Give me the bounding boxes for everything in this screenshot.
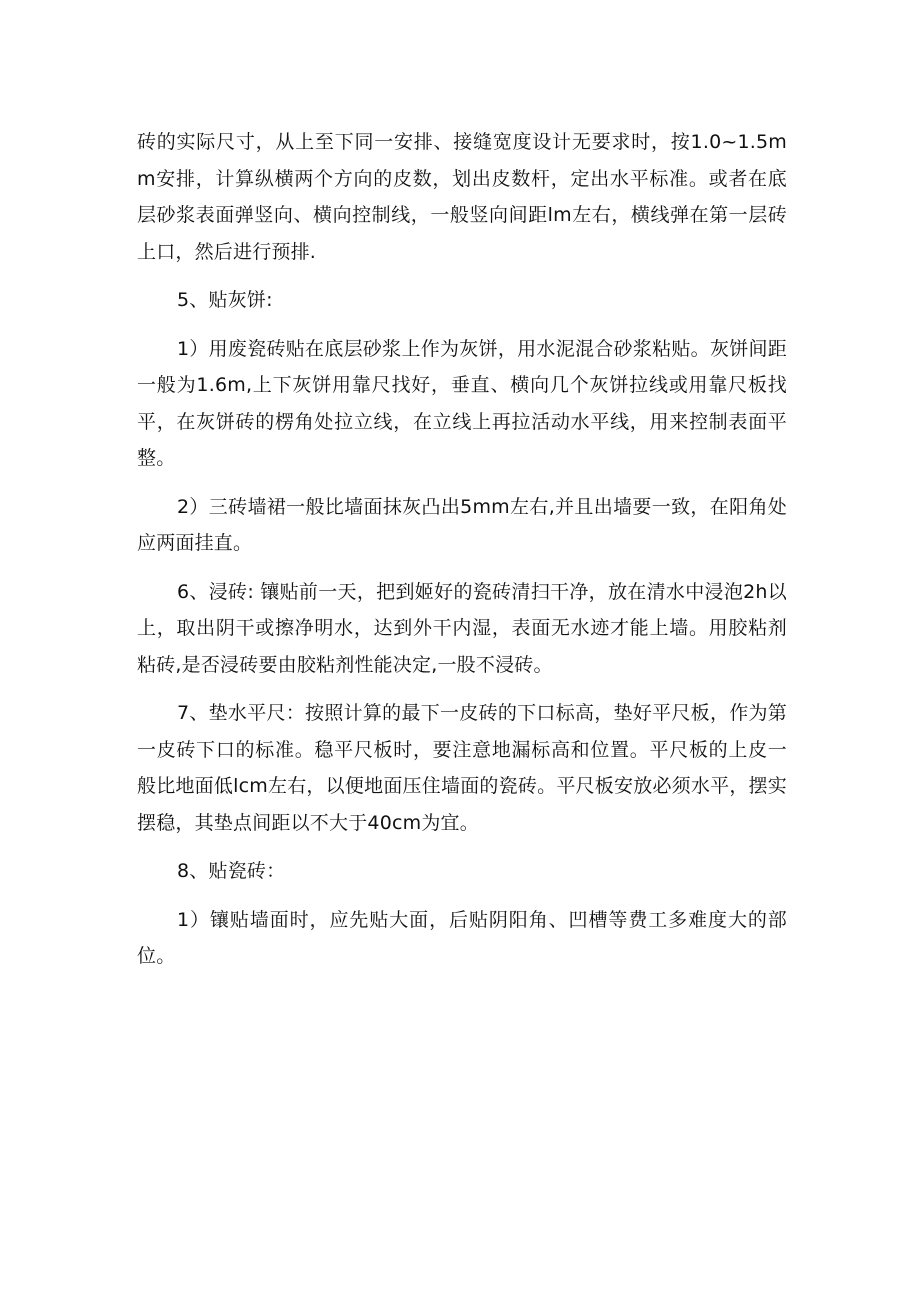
step-7-paragraph: 7、垫水平尺：按照计算的最下一皮砖的下口标高，垫好平尺板，作为第一皮砖下口的标准。稳平尺板时，要注意地漏标高和位置。平尺板的上皮一般比地面低lcm左右，以便地面压住墙面的瓷砖。平尺板安放必须水平，摆实摆稳，其垫点间距以不大于40cm为宜。	[137, 702, 787, 834]
step-8-item-1: 1）镶贴墙面时，应先贴大面，后贴阴阳角、凹槽等费工多难度大的部位。	[137, 908, 787, 967]
step-5-item-2: 2）三砖墙裙一般比墙面抹灰凸出5mm左右,并且出墙要一致，在阳角处应两面挂直。	[137, 495, 787, 554]
step-5-heading: 5、贴灰饼:	[177, 289, 273, 311]
paragraph-continuation: 砖的实际尺寸，从上至下同一安排、接缝宽度设计无要求时，按1.0~1.5mm安排，计算纵横两个方向的皮数，划出皮数杆，定出水平标准。或者在底层砂浆表面弹竖向、横向控制线，一般竖向间距lm左右，横线弹在第一层砖上口，然后进行预排.	[137, 131, 787, 263]
step-5-item-1: 1）用废瓷砖贴在底层砂浆上作为灰饼，用水泥混合砂浆粘贴。灰饼间距一般为1.6m,上下灰饼用靠尺找好，垂直、横向几个灰饼拉线或用靠尺板找平，在灰饼砖的楞角处拉立线，在立线上再拉活动水平线，用来控制表面平整。	[137, 337, 787, 469]
document-body	[137, 124, 787, 975]
step-8-heading: 8、贴瓷砖：	[177, 860, 286, 882]
step-6-paragraph: 6、浸砖: 镶贴前一天，把到姬好的瓷砖清扫干净，放在清水中浸泡2h以上，取出阴干或擦净明水，达到外干内湿，表面无水迹才能上墙。用胶粘剂粘砖,是否浸砖要由胶粘剂性能决定,一股不浸砖。	[137, 580, 787, 676]
